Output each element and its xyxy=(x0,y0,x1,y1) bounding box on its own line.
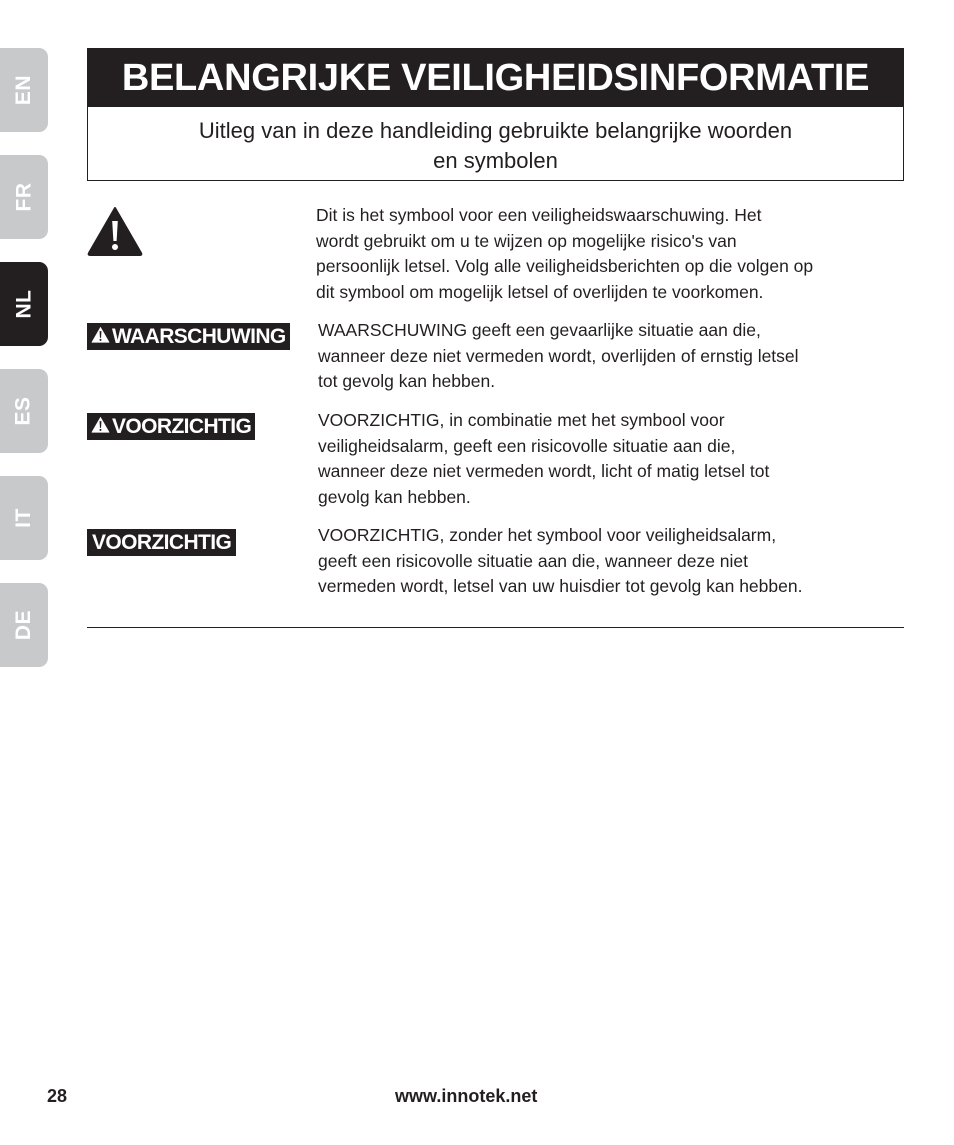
language-tabs xyxy=(0,0,48,700)
safety-symbol-description xyxy=(316,203,906,305)
signal-word: VOORZICHTIG xyxy=(92,530,232,554)
text-line: wanneer deze niet vermeden wordt, overlijden of ernstig letsel xyxy=(318,345,799,366)
footer-url[interactable]: www.innotek.net xyxy=(395,1086,538,1106)
tab-en[interactable]: EN xyxy=(0,48,48,132)
text-line: VOORZICHTIG, in combinatie met het symbool voor xyxy=(318,410,725,430)
caution-signal-label-plain xyxy=(87,529,236,556)
text-line: WAARSCHUWING geeft een gevaarlijke situatie aan die, xyxy=(318,320,761,340)
signal-word: VOORZICHTIG xyxy=(112,414,252,438)
tab-it[interactable]: IT xyxy=(0,476,48,560)
warning-signal-label xyxy=(87,323,290,350)
caution-without-symbol-description xyxy=(318,523,908,600)
tab-de[interactable]: DE xyxy=(0,583,48,667)
page-subtitle xyxy=(88,107,903,176)
text-line: wordt gebruikt om u te wijzen op mogelijke risico's van xyxy=(316,230,737,251)
page-title: BELANGRIJKE VEILIGHEIDSINFORMATIE xyxy=(88,49,903,107)
safety-alert-triangle-icon xyxy=(87,206,143,261)
subtitle-line: en symbolen xyxy=(433,148,558,173)
text-line: vermeden wordt, letsel van uw huisdier tot gevolg kan hebben. xyxy=(318,576,803,596)
caution-signal-label xyxy=(87,413,255,440)
text-line: dit symbool om mogelijk letsel of overlijden te voorkomen. xyxy=(316,281,764,302)
text-line: gevolg kan hebben. xyxy=(318,486,471,507)
tab-nl[interactable]: NL xyxy=(0,262,48,346)
warning-description xyxy=(318,318,908,395)
safety-alert-mini-icon xyxy=(91,415,110,439)
subtitle-line: Uitleg van in deze handleiding gebruikte belangrijke woorden xyxy=(198,118,793,143)
page-number: 28 xyxy=(47,1086,68,1106)
signal-word: WAARSCHUWING xyxy=(112,324,286,348)
tab-es[interactable]: ES xyxy=(0,369,48,453)
text-line: wanneer deze niet vermeden wordt, licht of matig letsel tot xyxy=(318,461,770,481)
text-line: geeft een risicovolle situatie aan die, wanneer deze niet xyxy=(318,550,748,571)
tab-fr[interactable]: FR xyxy=(0,155,48,239)
safety-alert-mini-icon xyxy=(91,325,110,349)
text-line: Dit is het symbool voor een veiligheidswaarschuwing. Het xyxy=(316,205,762,225)
caution-with-symbol-description xyxy=(318,408,908,510)
header-box xyxy=(87,48,904,181)
text-line: tot gevolg kan hebben. xyxy=(318,371,496,391)
text-line: veiligheidsalarm, geeft een risicovolle situatie aan die, xyxy=(318,435,736,456)
section-divider xyxy=(87,627,904,628)
text-line: persoonlijk letsel. Volg alle veiligheidsberichten op die volgen op xyxy=(316,256,814,276)
text-line: VOORZICHTIG, zonder het symbool voor veiligheidsalarm, xyxy=(318,525,777,545)
